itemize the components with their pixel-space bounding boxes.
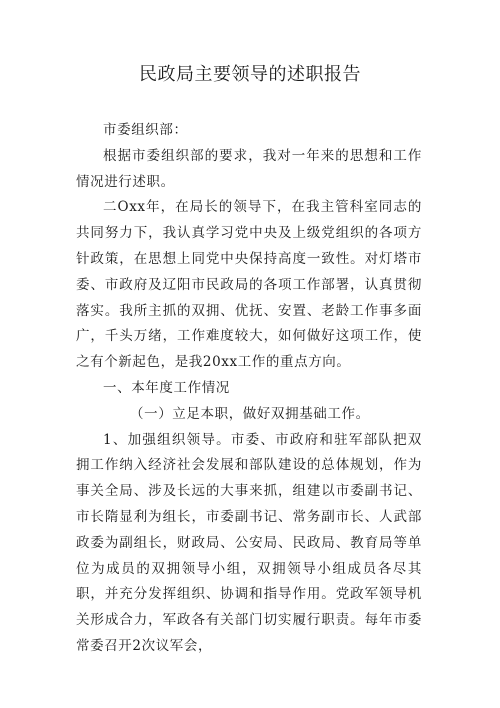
document-title: 民政局主要领导的述职报告 bbox=[139, 64, 361, 85]
paragraph-overview: 二Oxx年，在局长的领导下，在我主管科室同志的共同努力下，我认真学习党中央及上级党组织的各项方针政策，在思想上同党中央保持高度一致性。对灯塔市委、市政府及辽阳市民政局的各项工作部署，认真贯彻落实。我所主抓的双拥、优抚、安置、老龄工作事多面广，千头万绪，工作难度较大，如何做好这项工作，使之有个新起色，是我20xx工作的重点方向。 bbox=[76, 199, 422, 371]
document-body bbox=[76, 118, 422, 660]
subsection-heading: （一）立足本职，做好双拥基础工作。 bbox=[130, 405, 370, 422]
salutation: 市委组织部： bbox=[103, 122, 188, 138]
section-heading: 一、本年度工作情况 bbox=[103, 379, 230, 396]
paragraph-organization: 1、加强组织领导。市委、市政府和驻军部队把双拥工作纳入经济社会发展和部队建设的总体规划，作为事关全局、涉及长远的大事来抓，组建以市委副书记、市长隋显利为组长，市委副书记、常务副市长、人武部政委为副组长，财政局、公安局、民政局、教育局等单位为成员的双拥领导小组，双拥领导小组成员各尽其职，并充分发挥组织、协调和指导作用。党政军领导机关形成合力，军政各有关部门切实履行职责。每年市委常委召开2次议军会， bbox=[76, 431, 422, 654]
paragraph-intro: 根据市委组织部的要求，我对一年来的思想和工作情况进行述职。 bbox=[76, 147, 422, 190]
